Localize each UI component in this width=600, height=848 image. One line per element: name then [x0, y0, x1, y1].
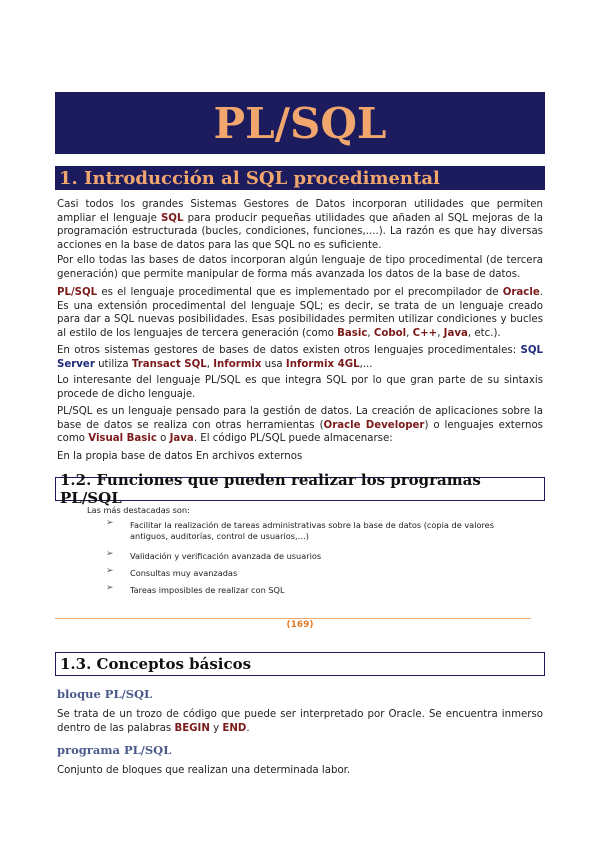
paragraph-6: PL/SQL es un lenguaje pensado para la gestión de datos. La creación de aplicaciones sobre la base de datos se realiza con otras herramientas (Oracle Developer) o lenguajes externos como Visual Basic o Java. El código PL/SQL puede almacenarse:	[57, 406, 543, 445]
programa-definition: Conjunto de bloques que realizan una determinada labor.	[57, 765, 351, 776]
paragraph-2: Por ello todas las bases de datos incorporan algún lenguaje de tipo procedimental (de tercera generación) que permite manipular de forma más avanzada los datos de la base de datos.	[57, 255, 543, 280]
paragraph-7: En la propia base de datos En archivos externos	[57, 451, 303, 462]
section-1-heading-text: 1. Introducción al SQL procedimental	[59, 167, 440, 189]
list-item: Tareas imposibles de realizar con SQL	[130, 585, 285, 595]
bullet-arrow-icon: ➢	[106, 518, 114, 528]
term-programa-heading: programa PL/SQL	[57, 743, 172, 757]
bullet-arrow-icon: ➢	[106, 583, 114, 593]
paragraph-5: Lo interesante del lenguaje PL/SQL es que integra SQL por lo que gran parte de su sintaxis procede de dicho lenguaje.	[57, 375, 543, 400]
paragraph-1: Casi todos los grandes Sistemas Gestores de Datos incorporan utilidades que permiten ampliar el lenguaje SQL para producir pequeñas utilidades que añaden al SQL mejoras de la programación estructurada (bucles, condiciones, funciones,....). La razón es que hay diversas acciones en la base de datos para las que SQL no es suficiente.	[57, 199, 543, 251]
list-item: Facilitar la realización de tareas administrativas sobre la base de datos (copia de valores antiguos, auditorías, control de usuarios,…)	[130, 520, 494, 541]
footer-divider	[55, 618, 531, 619]
page-number: (169)	[286, 620, 314, 630]
bullet-arrow-icon: ➢	[106, 549, 114, 559]
section-1-3-heading: 1.3. Conceptos básicos	[55, 652, 545, 676]
list-item: Consultas muy avanzadas	[130, 568, 238, 578]
section-1-heading	[55, 166, 545, 190]
paragraph-3: PL/SQL es el lenguaje procedimental que es implementado por el precompilador de Oracle. Es una extensión procedimental del lenguaje SQL; es decir, se trata de un lenguaje creado para dar a SQL nuevas posibilidades. Esas posibilidades permiten utilizar condiciones y bucles al estilo de los lenguajes de tercera generación (como Basic, Cobol, C++, Java, etc.).	[57, 287, 543, 339]
bullet-arrow-icon: ➢	[106, 566, 114, 576]
list-intro: Las más destacadas son:	[87, 505, 190, 515]
page-title: PL/SQL	[213, 98, 387, 148]
bloque-definition: Se trata de un trozo de código que puede ser interpretado por Oracle. Se encuentra inmerso dentro de las palabras BEGIN y END.	[57, 709, 543, 734]
list-item: Validación y verificación avanzada de usuarios	[130, 551, 322, 561]
section-1-2-heading: 1.2. Funciones que pueden realizar los programas PL/SQL	[55, 477, 545, 501]
term-bloque-heading: bloque PL/SQL	[57, 687, 153, 701]
paragraph-4: En otros sistemas gestores de bases de datos existen otros lenguajes procedimentales: SQL Server utiliza Transact SQL, Informix usa Informix 4GL,...	[57, 345, 543, 370]
title-banner	[55, 92, 545, 154]
